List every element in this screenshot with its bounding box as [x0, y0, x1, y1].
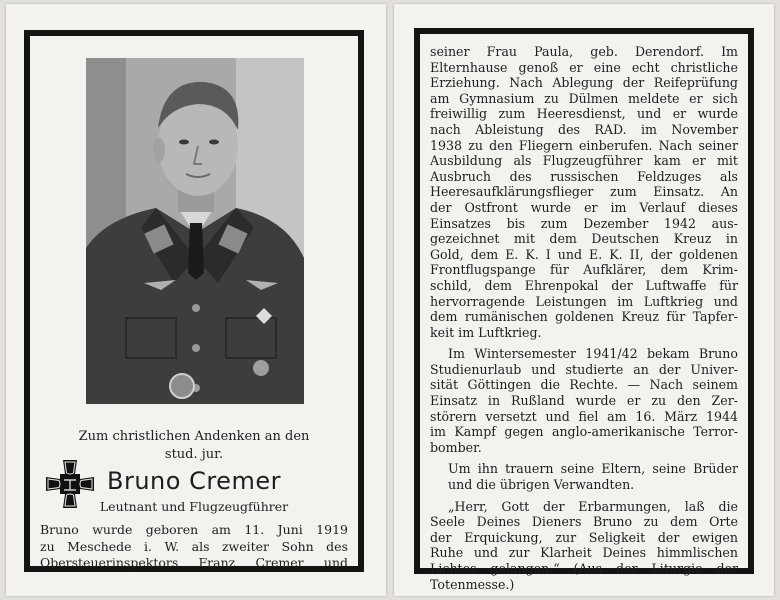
text-line: „Herr, Gott der Erbarmungen, laß die: [448, 498, 738, 514]
bio-line: Bruno wurde geboren am 11. Juni 1919: [40, 522, 348, 537]
text-line: schild, dem Ehrenpokal der Luftwaffe für: [430, 277, 738, 293]
mourners-paragraph: [430, 461, 738, 492]
text-line: Heeresaufklärungsflieger zum Einsatz. An: [430, 184, 738, 200]
portrait-illustration: [86, 58, 304, 404]
text-line: Ausbruch des russischen Feldzuges als: [430, 168, 738, 184]
biography-paragraph-1: [430, 44, 738, 340]
text-line: Seele Deines Dieners Bruno zu dem Orte: [430, 514, 738, 530]
deceased-name: Bruno Cremer: [107, 467, 281, 495]
black-border-frame-left: [24, 30, 364, 572]
text-line: Ausbildung als Flugzeugführer kam er mit: [430, 153, 738, 169]
text-line: und die übrigen Verwandten.: [448, 477, 635, 493]
text-line: der Ostfront wurde er im Verlauf dieses: [430, 199, 738, 215]
text-line: Erziehung. Nach Ablegung der Reifeprüfung: [430, 75, 738, 91]
biography-start: [40, 522, 348, 572]
text-line: Um ihn trauern seine Eltern, seine Brüder: [448, 461, 738, 477]
intro-line: Zum christlichen Andenken an den: [78, 429, 310, 444]
text-line: Ruhe und zur Klarheit Deines himmlischen: [430, 545, 738, 561]
portrait-photo: [86, 58, 304, 404]
text-line: Einsatz in Rußland wurde er zu den Zer-: [430, 393, 738, 409]
memorial-card-left: [6, 4, 386, 596]
text-line: Lichtes gelangen.“ (Aus der Liturgie der: [430, 561, 738, 576]
text-line: dem rumänischen goldenen Kreuz für Tapfer-: [430, 309, 738, 325]
text-line: Elternhause genoß er eine echt christliche: [430, 59, 738, 75]
memorial-card-right: [394, 4, 774, 596]
memorial-text-right: [430, 44, 738, 592]
text-line: Einsatzes bis zum Dezember 1942 aus-: [430, 215, 738, 231]
text-line: 1938 zu den Fliegern einberufen. Nach seiner: [430, 137, 738, 153]
intro-line: stud. jur.: [164, 447, 224, 462]
text-line: sität Göttingen die Rechte. — Nach seinem: [430, 377, 738, 393]
bio-line: zu Meschede i. W. als zweiter Sohn des: [40, 538, 348, 554]
text-line: nach Ableistung des RAD. im November: [430, 121, 738, 137]
text-line: der Erquickung, zur Seligkeit der ewigen: [430, 529, 738, 545]
prayer-paragraph: [430, 499, 738, 593]
iron-cross-icon: [44, 458, 96, 510]
text-line: am Gymnasium zu Dülmen meldete er sich: [430, 90, 738, 106]
text-line: freiwillig zum Heeresdienst, und er wurde: [430, 106, 738, 122]
text-line: Frontflugspange für Aufklärer, dem Krim-: [430, 262, 738, 278]
black-border-frame-right: [414, 28, 754, 592]
text-line: hervorragende Leistungen im Luftkrieg und: [430, 293, 738, 309]
text-line: Studienurlaub und studierte an der Univer-: [430, 361, 738, 377]
bio-line: Obersteuerinspektors Franz Cremer und: [40, 555, 348, 570]
text-line: Im Wintersemester 1941/42 bekam Bruno: [448, 346, 738, 362]
text-line: störern versetzt und fiel am 16. März 1944: [430, 408, 738, 424]
text-line: Gold, dem E. K. I und E. K. II, der goldenen: [430, 246, 738, 262]
text-line: bomber.: [430, 439, 482, 455]
text-line: Totenmesse.): [430, 576, 515, 592]
text-line: gezeichnet mit dem Deutschen Kreuz in: [430, 231, 738, 247]
text-line: keit im Luftkrieg.: [430, 324, 542, 340]
rank-title: Leutnant und Flugzeugführer: [99, 499, 289, 514]
text-line: im Kampf gegen anglo-amerikanische Terror-: [430, 424, 738, 440]
text-line: seiner Frau Paula, geb. Derendorf. Im: [430, 44, 738, 59]
biography-paragraph-2: [430, 346, 738, 455]
